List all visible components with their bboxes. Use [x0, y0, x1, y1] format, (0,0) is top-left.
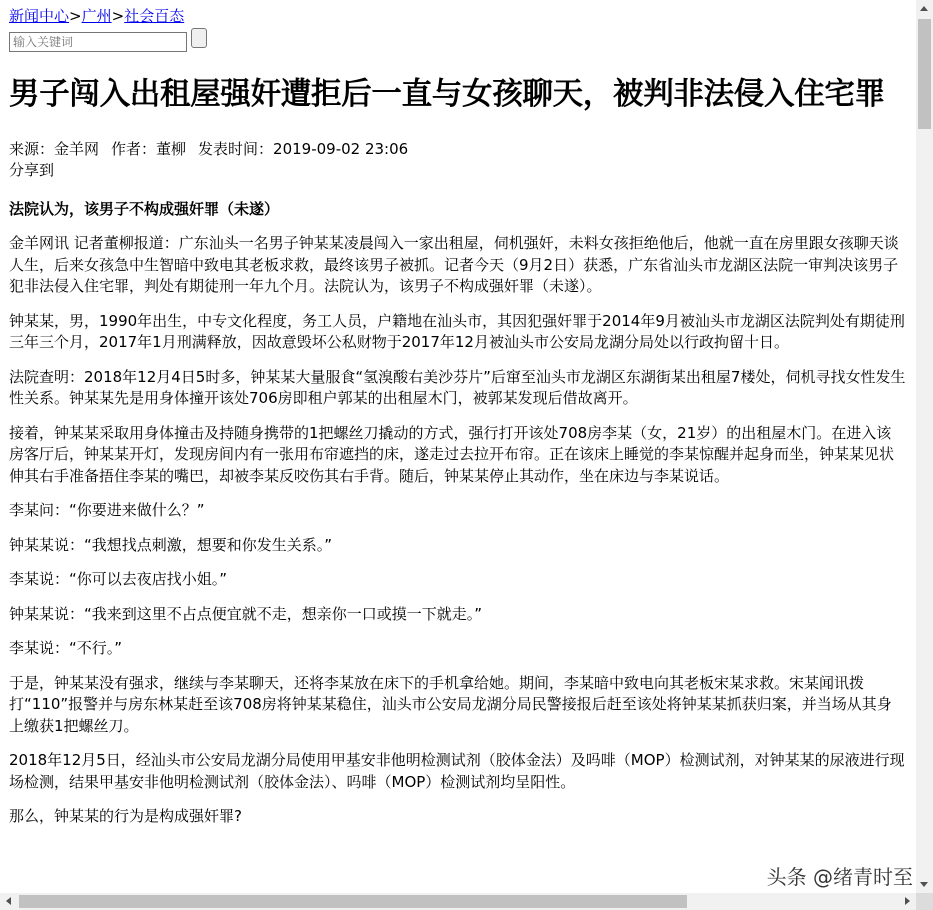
search-button[interactable]: [191, 28, 207, 48]
watermark: 头条 @绪青时至: [766, 865, 913, 889]
article-paragraph: 李某问：“你要进来做什么？”: [9, 501, 205, 519]
scrollbar-corner: [916, 893, 933, 910]
article-paragraph: 钟某某说：“我来到这里不占点便宜就不走，想亲你一口或摸一下就走。”: [9, 604, 483, 623]
breadcrumb-guangzhou[interactable]: 广州: [81, 7, 112, 25]
vertical-scrollbar[interactable]: [916, 0, 933, 893]
article-body: [9, 233, 906, 828]
article-paragraph: 钟某某说：“我想找点刺激，想要和你发生关系。”: [9, 535, 333, 554]
breadcrumb-separator: >: [69, 7, 82, 25]
scroll-down-arrow-icon[interactable]: [916, 876, 933, 893]
article-paragraph: 2018年12月5日，经汕头市公安局龙湖分局使用甲基安非他明检测试剂（胶体金法）及吗啡（MOP）检测试剂，对钟某某的尿液进行现场检测，结果甲基安非他明检测试剂（胶体金法）、吗啡（MOP）检测试剂均呈阳性。: [9, 751, 905, 791]
article-lead: 法院认为，该男子不构成强奸罪（未遂）: [9, 200, 280, 218]
search-bar: [9, 28, 906, 54]
scroll-up-arrow-icon[interactable]: [916, 0, 933, 17]
article-author: 作者：董柳: [111, 140, 187, 158]
article-paragraph: 李某说：“你可以去夜店找小姐。”: [9, 570, 228, 588]
search-input[interactable]: [9, 32, 187, 52]
article-paragraph: 李某说：“不行。”: [9, 639, 123, 657]
article-paragraph: 接着，钟某某采取用身体撞击及持随身携带的1把螺丝刀撬动的方式，强行打开该处708房李某（女，21岁）的出租屋木门。在进入该房客厅后，钟某某开灯，发现房间内有一张用布帘遮挡的床，遂走过去拉开布帘。正在该床上睡觉的李某惊醒并起身而坐，钟某某见状伸其右手准备捂住李某的嘴巴，却被李某反咬伤其右手背。随后，钟某某停止其动作，坐在床边与李某说话。: [9, 423, 895, 485]
article-paragraph: 于是，钟某某没有强求，继续与李某聊天，还将李某放在床下的手机拿给她。期间，李某暗中致电向其老板宋某求救。宋某闻讯拨打“110”报警并与房东林某赶至该708房将钟某某稳住，汕头市公安局龙湖分局民警接报后赶至该处将钟某某抓获归案，并当场从其身上缴获1把螺丝刀。: [9, 673, 892, 735]
share-label: 分享到: [9, 161, 55, 179]
article-source: 来源：金羊网: [9, 140, 100, 158]
horizontal-scrollbar[interactable]: [0, 893, 916, 910]
article-published: 发表时间：2019-09-02 23:06: [198, 140, 409, 158]
horizontal-scroll-thumb[interactable]: [19, 895, 687, 908]
breadcrumb-society[interactable]: 社会百态: [124, 7, 185, 25]
vertical-scroll-thumb[interactable]: [918, 19, 931, 129]
article-paragraph: 钟某某，男，1990年出生，中专文化程度，务工人员，户籍地在汕头市，其因犯强奸罪于2014年9月被汕头市龙湖区法院判处有期徒刑三年三个月，2017年1月刑满释放，因故意毁坏公私财物于2017年12月被汕头市公安局龙湖分局处以行政拘留十日。: [9, 311, 905, 351]
article-paragraph: 那么，钟某某的行为是构成强奸罪?: [9, 807, 242, 825]
article-title: 男子闯入出租屋强奸遭拒后一直与女孩聊天，被判非法侵入住宅罪: [9, 77, 885, 112]
scroll-right-arrow-icon[interactable]: [899, 893, 916, 910]
article-meta: [9, 138, 906, 160]
breadcrumb-separator: >: [111, 7, 125, 25]
article-paragraph: 法院查明：2018年12月4日5时多，钟某某大量服食“氢溴酸右美沙芬片”后窜至汕头市龙湖区东湖街某出租屋7楼处，伺机寻找女性发生性关系。钟某某先是用身体撞开该处706房即租户郭某的出租屋木门，被郭某发现后借故离开。: [9, 367, 906, 407]
breadcrumb: [9, 6, 906, 26]
scroll-left-arrow-icon[interactable]: [0, 893, 17, 910]
article-paragraph: 金羊网讯 记者董柳报道：广东汕头一名男子钟某某凌晨闯入一家出租屋，伺机强奸，未料女孩拒绝他后，他就一直在房里跟女孩聊天谈人生，后来女孩急中生智暗中致电其老板求救，最终该男子被抓。记者今天（9月2日）获悉，广东省汕头市龙湖区法院一审判决该男子犯非法侵入住宅罪，判处有期徒刑一年九个月。法院认为，该男子不构成强奸罪（未遂）。: [9, 234, 899, 295]
breadcrumb-news-center[interactable]: 新闻中心: [9, 7, 70, 25]
